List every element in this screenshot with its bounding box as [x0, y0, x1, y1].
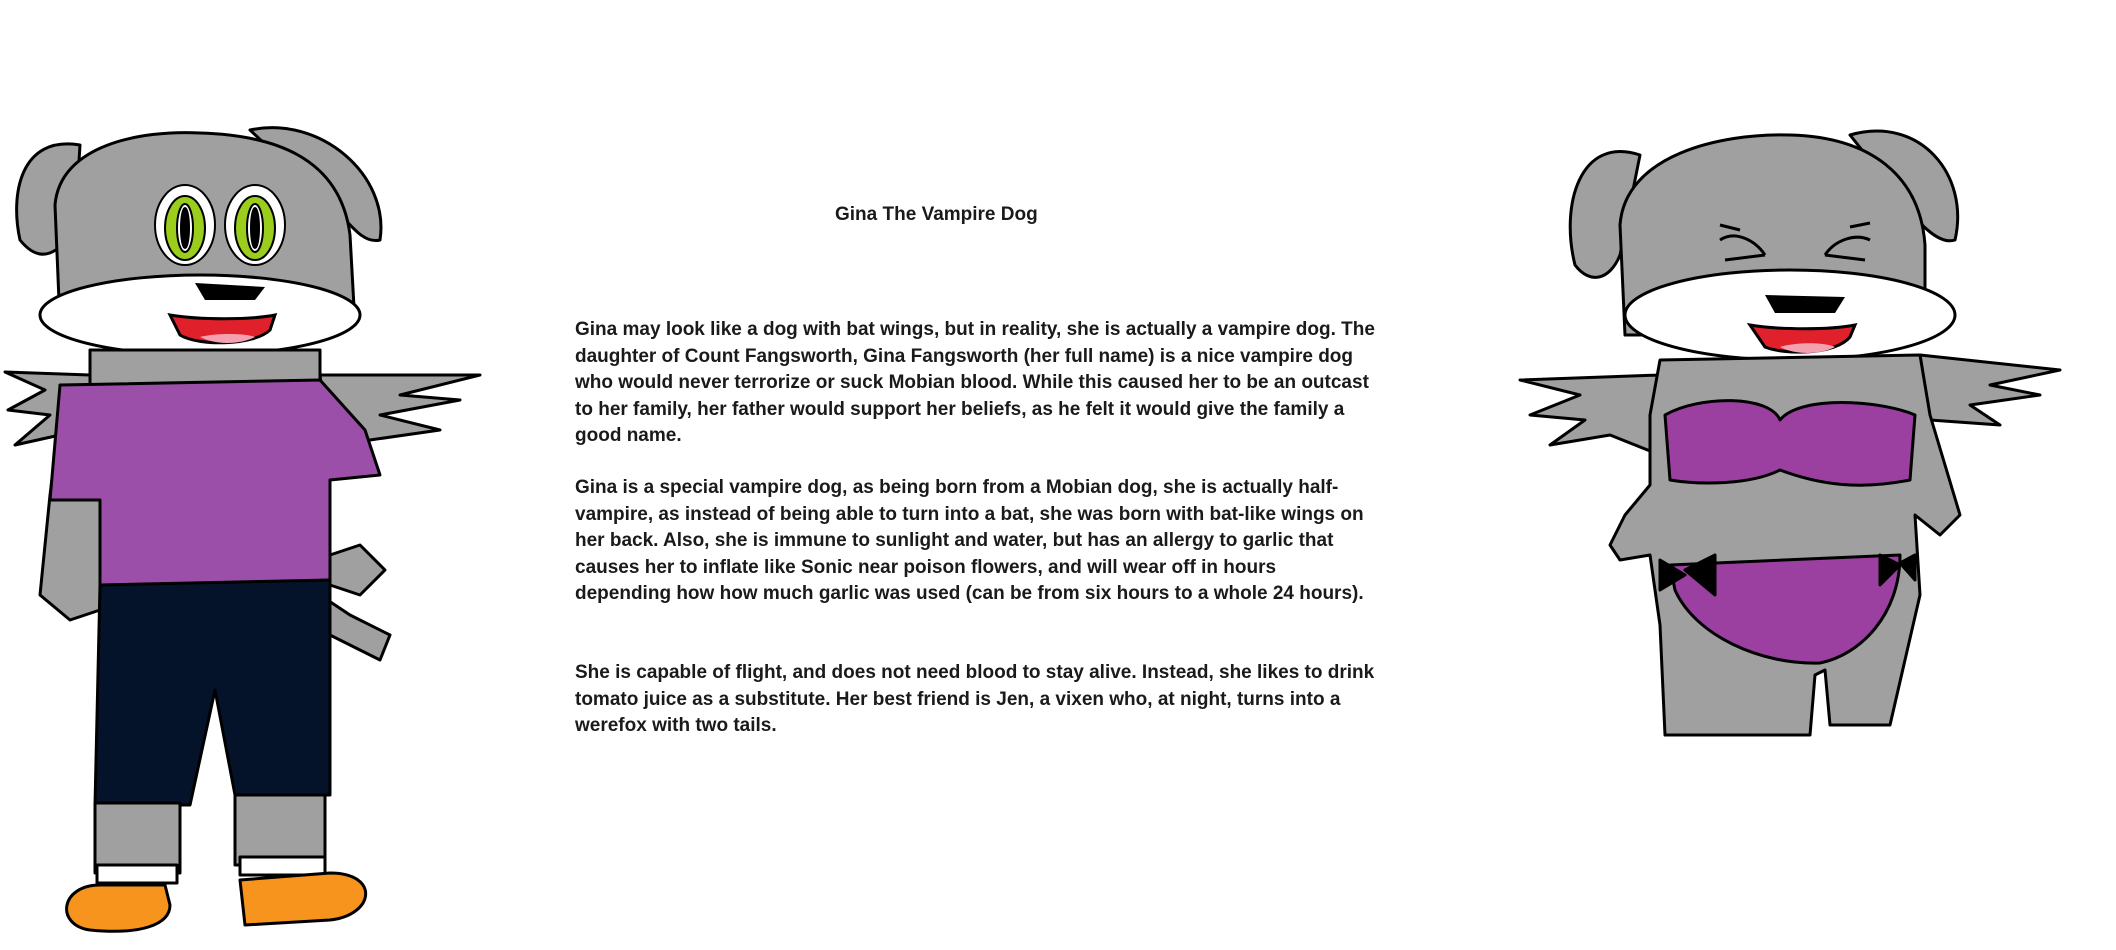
gina-clothed-drawing	[0, 115, 490, 945]
gina-bikini-drawing	[1500, 115, 2080, 795]
bio-paragraph-2: Gina is a special vampire dog, as being born from a Mobian dog, she is actually half-vampire, as instead of being able to turn into a bat, she was born with bat-like wings on her back. Also, she is immune to sunlight and water, but has an allergy to garlic that causes her to inflate like Sonic near poison flowers, and will wear off in hours depending how how much garlic was used (can be from six hours to a whole 24 hours).	[575, 477, 1364, 604]
bio-paragraph-1: Gina may look like a dog with bat wings, but in reality, she is actually a vampire dog. The daughter of Count Fangsworth, Gina Fangsworth (her full name) is a nice vampire dog who would never terrorize or suck Mobian blood. While this caused her to be an outcast to her family, her father would support her beliefs, as he felt it would give the family a good name.	[575, 319, 1375, 446]
character-title: Gina The Vampire Dog	[835, 204, 1038, 225]
bio-paragraph-3: She is capable of flight, and does not need blood to stay alive. Instead, she likes to drink tomato juice as a substitute. Her best friend is Jen, a vixen who, at night, turns into a werefox with two tails.	[575, 662, 1375, 736]
